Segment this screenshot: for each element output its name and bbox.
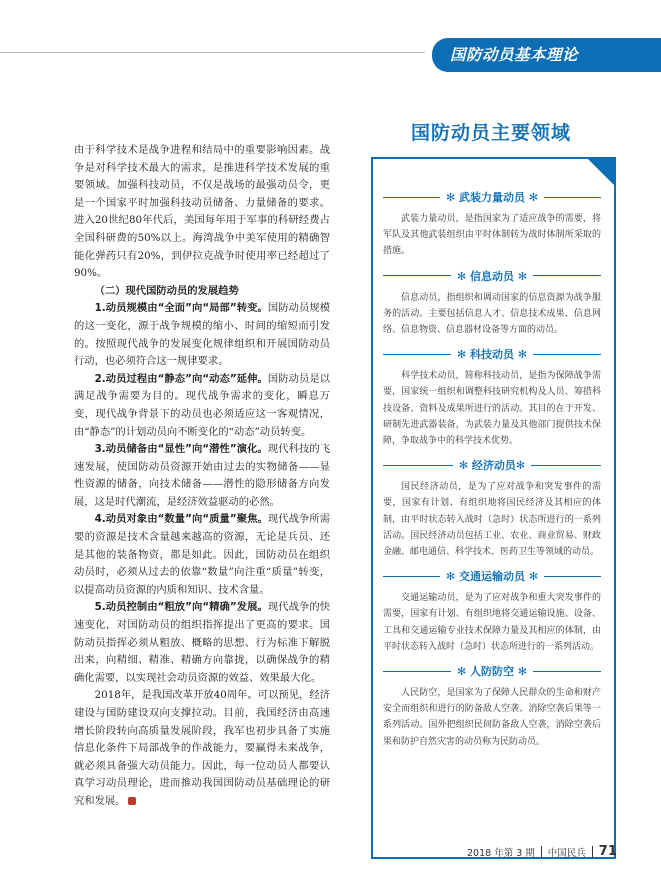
box-section-title xyxy=(383,568,601,584)
title-rule xyxy=(383,275,451,276)
box-section-title xyxy=(383,346,601,362)
point-text: 现代战争的快速变化，对国防动员的组织指挥提出了更高的要求。国防动员指挥必须从粗放、概略的思想、行为标准下解脱出来，向精细、精准、精确方向靠拢，以确保战争的精确化需要，以实现社会动员资源的效益、效果最大化。 xyxy=(74,601,330,684)
page-number: 71 xyxy=(598,844,617,859)
title-rule xyxy=(383,465,453,466)
title-rule xyxy=(531,465,601,466)
section-label: ✻ 武装力量动员 ✻ xyxy=(445,191,539,204)
point-heading: 1.动员规模由“全面”向“局部”转变。 xyxy=(94,302,268,315)
point-heading: 3.动员储备由“显性”向“潜性”演化。 xyxy=(94,443,268,456)
sidebar-box xyxy=(371,157,616,859)
publication-name: 中国民兵 xyxy=(547,847,586,859)
point-text: 现代科技的飞速发展，使国防动员资源开始由过去的实物储备——显性资源的储备，向技术储备——潜性的隐形储备方向发展，这是时代潮流，是经济效益驱动的必然。 xyxy=(74,443,330,508)
article-paragraph xyxy=(74,300,330,370)
title-rule xyxy=(383,354,451,355)
section-header-title: 国防动员基本理论 xyxy=(450,46,579,64)
main-article-column xyxy=(74,142,330,811)
article-paragraph xyxy=(74,371,330,441)
box-section-title xyxy=(383,189,601,205)
section-header-tab xyxy=(432,38,661,72)
title-rule xyxy=(544,197,601,198)
article-paragraph xyxy=(74,687,330,810)
point-heading: 4.动员对象由“数量”向“质量”聚焦。 xyxy=(94,513,268,526)
section-label: ✻ 科技动员 ✻ xyxy=(456,348,528,362)
box-section-body: 信息动员，指组织和调动国家的信息资源为战争服务的活动。主要包括信息人才、信息技术成果、信息网络、信息物资、信息器材设备等方面的动员。 xyxy=(383,292,601,336)
box-section-body: 科学技术动员，简称科技动员，是指为保障战争需要，国家统一组织和调整科技研究机构及人员、筹措科技设备、资料及成果所进行的活动。其目的在于开发、研制先进武器装备，为武装力量及其他部门提供技术保障，争取战争中的科学技术优势。 xyxy=(383,371,601,447)
box-section-title xyxy=(383,663,601,679)
section-label: ✻ 信息动员 ✻ xyxy=(456,269,528,283)
title-rule xyxy=(383,197,440,198)
article-paragraph xyxy=(74,599,330,687)
end-of-article-icon xyxy=(128,797,136,805)
closing-text: 2018年，是我国改革开放40周年。可以预见，经济建设与国防建设双向支撑拉动。目前，我国经济由高速增长阶段转向高质量发展阶段，我军也初步具备了实施信息化条件下局部战争的作战能力，要赢得未来战争，就必须具备强大动员能力。因此，每一位动员人都要认真学习动员理论，进而推动我国国防动员基础理论的研究和发展。 xyxy=(74,689,330,807)
article-paragraph: 由于科学技术是战争进程和结局中的重要影响因素。战争是对科学技术最大的需求，是推进科学技术发展的重要领域。加强科技动员，不仅是战场的最强动员令，更是一个国家平时加强科技动员储备、力量储备的要求。进入20世纪80年代后，美国每年用于军事的科研经费占全国科研费的50%以上。海湾战争中美军使用的精确智能化弹药只有20%，到伊拉克战争时使用率已经超过了90%。 xyxy=(74,144,330,280)
point-text: 国防动员是以满足战争需要为目的。现代战争需求的变化，瞬息万变，现代战争背景下的动员也必须适应这一客观情况，由“静态”的计划动员向不断变化的“动态”动员转变。 xyxy=(74,372,330,438)
point-text: 现代战争所需要的资源是技术含量越来越高的资源，无论是兵员、还是其他的装备物资，都是如此。因此，国防动员在组织动员时，必须从过去的依靠“数量”向注重“质量”转变，以提高动员资源的内质和知识、技术含量。 xyxy=(74,513,330,596)
article-paragraph xyxy=(74,441,330,511)
article-subheading: （二）现代国防动员的发展趋势 xyxy=(94,284,239,297)
point-text: 国防动员规模的这一变化，源于战争规模的缩小、时间的缩短而引发的。按照现代战争的发展变化规律组织和开展国防动员行动，也必须符合这一规律要求。 xyxy=(74,302,330,368)
box-section-body: 国民经济动员，是为了应对战争和突发事件的需要，国家有计划、有组织地将国民经济及其相应的体制，由平时状态转入战时（急时）状态所进行的一系列活动。国民经济动员包括工业、农业、商业贸易、财政金融、邮电通信、科学技术、医药卫生等领域的动员。 xyxy=(383,482,601,558)
sidebar-sections xyxy=(383,189,601,758)
title-rule xyxy=(383,671,451,672)
point-heading: 2.动员过程由“静态”向“动态”延伸。 xyxy=(94,372,268,385)
corner-triangle-icon xyxy=(586,157,616,187)
title-rule xyxy=(544,576,601,577)
box-section-title xyxy=(383,268,601,284)
box-section-title xyxy=(383,457,601,473)
box-section-body: 武装力量动员，是指国家为了适应战争的需要，将军队及其他武装组织由平时体制转为战时体制所采取的措施。 xyxy=(383,214,601,257)
title-rule xyxy=(533,275,601,276)
box-section-body: 人民防空，是国家为了保障人民群众的生命和财产安全而组织和进行的防备敌人空袭、消除空袭后果等一系列活动。国外把组织民间防备敌人空袭，消除空袭后果和防护自然灾害的动员称为民防动员。 xyxy=(383,688,601,747)
box-section-body: 交通运输动员，是为了应对战争和重大突发事件的需要，国家有计划、有组织地将交通运输设施、设备、工具和交通运输专业技术保障力量及其相应的体制，由平时状态转入战时（急时）状态所进行的一系列活动。 xyxy=(383,593,601,652)
article-paragraph xyxy=(74,511,330,599)
title-rule xyxy=(383,576,440,577)
issue-label: 2018 年第 3 期 xyxy=(467,847,535,859)
top-divider xyxy=(0,52,425,53)
title-rule xyxy=(533,671,601,672)
footer-separator xyxy=(592,846,593,858)
sidebar-box-title: 国防动员主要领域 xyxy=(410,122,571,144)
section-label: ✻ 交通运输动员 ✻ xyxy=(445,570,539,584)
footer-separator xyxy=(541,846,542,858)
section-label: ✻ 经济动员✻ xyxy=(458,459,526,473)
point-heading: 5.动员控制由“粗放”向“精确”发展。 xyxy=(94,601,268,614)
page-footer xyxy=(467,844,617,859)
section-label: ✻ 人防防空 ✻ xyxy=(456,665,528,679)
title-rule xyxy=(533,354,601,355)
